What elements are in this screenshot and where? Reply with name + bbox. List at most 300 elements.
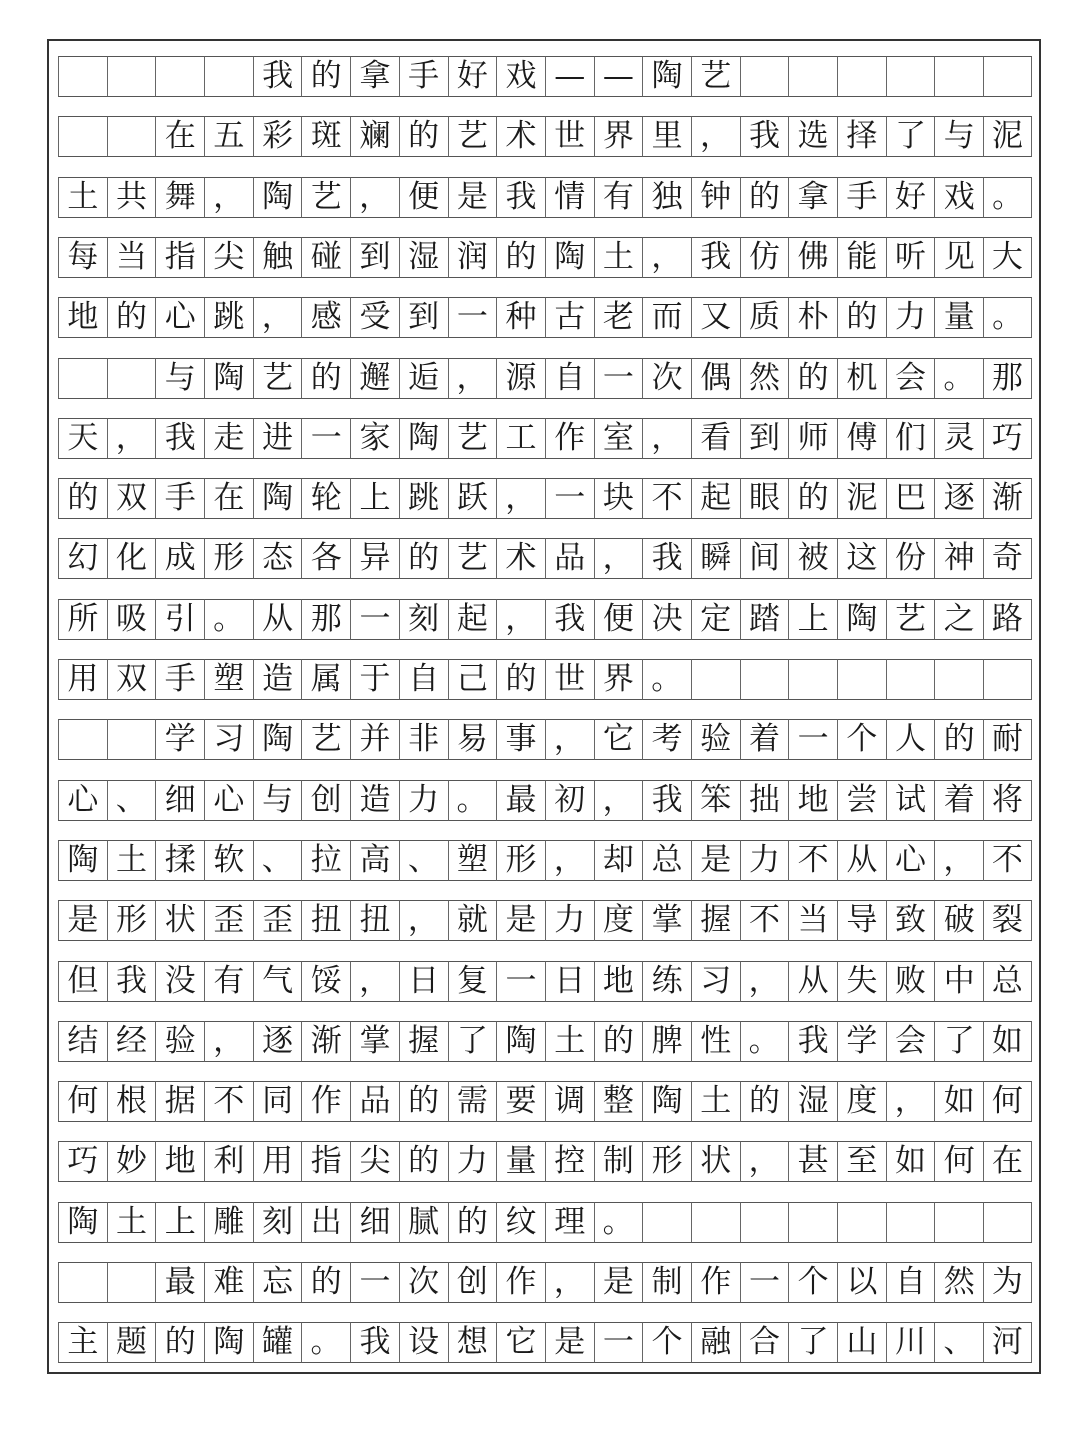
grid-cell: 陶	[837, 599, 886, 640]
grid-cell: 从	[837, 840, 886, 881]
grid-cell: 力	[448, 1141, 497, 1182]
grid-cell: 斑	[301, 116, 350, 157]
grid-cell: 败	[886, 961, 935, 1002]
grid-cell: 次	[642, 358, 691, 399]
grid-cell: 的	[58, 478, 107, 519]
grid-cell: 一	[350, 599, 399, 640]
text-row	[58, 358, 1032, 399]
grid-cell: 会	[886, 358, 935, 399]
text-row	[58, 719, 1032, 760]
grid-cell: 古	[545, 297, 594, 338]
grid-cell: 的	[107, 297, 156, 338]
text-row	[58, 1202, 1032, 1243]
grid-cell	[886, 56, 935, 97]
grid-cell: 我	[545, 599, 594, 640]
grid-cell	[788, 659, 837, 700]
grid-cell: 是	[496, 900, 545, 941]
grid-cell: 中	[934, 961, 983, 1002]
grid-cell: ，	[545, 1262, 594, 1303]
grid-cell: 陶	[399, 418, 448, 459]
grid-cell: 陶	[642, 1081, 691, 1122]
grid-cell: 量	[934, 297, 983, 338]
grid-cell: 失	[837, 961, 886, 1002]
title-row	[58, 56, 1032, 97]
grid-cell: 人	[886, 719, 935, 760]
grid-cell: 舞	[155, 177, 204, 218]
grid-cell: 地	[58, 297, 107, 338]
grid-cell: 的	[788, 358, 837, 399]
grid-cell: 一	[301, 418, 350, 459]
grid-cell: 戏	[934, 177, 983, 218]
grid-cell: 据	[155, 1081, 204, 1122]
grid-cell: 自	[399, 659, 448, 700]
grid-cell: 神	[934, 538, 983, 579]
grid-cell: 而	[642, 297, 691, 338]
grid-cell: 调	[545, 1081, 594, 1122]
grid-cell: 但	[58, 961, 107, 1002]
grid-cell: 形	[204, 538, 253, 579]
grid-cell: 吸	[107, 599, 156, 640]
grid-cell: 扭	[350, 900, 399, 941]
grid-cell: 艺	[691, 56, 740, 97]
grid-cell: 界	[594, 659, 643, 700]
grid-cell	[58, 719, 107, 760]
text-row	[58, 1141, 1032, 1182]
grid-cell	[886, 1202, 935, 1243]
grid-cell: 融	[691, 1322, 740, 1363]
grid-cell: ，	[107, 418, 156, 459]
grid-cell: 老	[594, 297, 643, 338]
grid-cell: 的	[740, 1081, 789, 1122]
grid-cell: 家	[350, 418, 399, 459]
grid-cell: 在	[155, 116, 204, 157]
grid-cell: 腻	[399, 1202, 448, 1243]
grid-cell: 创	[448, 1262, 497, 1303]
grid-cell	[740, 1202, 789, 1243]
grid-cell: 了	[934, 1021, 983, 1062]
grid-cell: 耐	[983, 719, 1032, 760]
grid-cell: 。	[642, 659, 691, 700]
grid-cell	[204, 56, 253, 97]
grid-cell: 作	[691, 1262, 740, 1303]
grid-cell: 却	[594, 840, 643, 881]
grid-cell: 的	[496, 659, 545, 700]
grid-cell: 与	[934, 116, 983, 157]
grid-cell: 复	[448, 961, 497, 1002]
grid-cell	[691, 659, 740, 700]
grid-cell: 地	[788, 780, 837, 821]
grid-cell: 气	[253, 961, 302, 1002]
grid-cell: 初	[545, 780, 594, 821]
grid-cell: ，	[642, 418, 691, 459]
grid-cell: ，	[399, 900, 448, 941]
grid-cell: 手	[837, 177, 886, 218]
grid-cell: 没	[155, 961, 204, 1002]
grid-cell	[934, 56, 983, 97]
grid-cell: 大	[983, 237, 1032, 278]
grid-cell: 指	[301, 1141, 350, 1182]
grid-cell	[788, 1202, 837, 1243]
grid-cell: 起	[691, 478, 740, 519]
grid-cell: 机	[837, 358, 886, 399]
grid-cell: 艺	[448, 116, 497, 157]
grid-cell: 主	[58, 1322, 107, 1363]
grid-cell: 是	[58, 900, 107, 941]
grid-cell: 总	[642, 840, 691, 881]
grid-cell: ，	[934, 840, 983, 881]
grid-cell: 巴	[886, 478, 935, 519]
grid-cell: 。	[983, 177, 1032, 218]
grid-cell: 陶	[253, 719, 302, 760]
grid-cell: 、	[934, 1322, 983, 1363]
grid-cell: 了	[448, 1021, 497, 1062]
grid-cell	[740, 56, 789, 97]
grid-cell: 指	[155, 237, 204, 278]
grid-cell: 一	[740, 1262, 789, 1303]
grid-cell: 一	[350, 1262, 399, 1303]
grid-cell: 甚	[788, 1141, 837, 1182]
grid-cell: 是	[545, 1322, 594, 1363]
grid-cell: 力	[399, 780, 448, 821]
grid-cell: 逐	[253, 1021, 302, 1062]
grid-cell: 。	[934, 358, 983, 399]
grid-cell: 泥	[983, 116, 1032, 157]
grid-cell: 土	[107, 840, 156, 881]
grid-cell: 天	[58, 418, 107, 459]
grid-cell: 合	[740, 1322, 789, 1363]
grid-cell: ，	[496, 478, 545, 519]
grid-cell: 跃	[448, 478, 497, 519]
grid-cell: 手	[155, 478, 204, 519]
grid-cell: 总	[983, 961, 1032, 1002]
grid-cell: 川	[886, 1322, 935, 1363]
grid-cell: 到	[399, 297, 448, 338]
grid-cell: 扭	[301, 900, 350, 941]
grid-cell: 我	[691, 237, 740, 278]
text-row	[58, 116, 1032, 157]
grid-cell: ，	[204, 1021, 253, 1062]
grid-cell: 不	[740, 900, 789, 941]
grid-cell: ，	[545, 719, 594, 760]
grid-cell: 独	[642, 177, 691, 218]
grid-cell: 艺	[301, 719, 350, 760]
grid-cell: 便	[399, 177, 448, 218]
grid-cell: 罐	[253, 1322, 302, 1363]
grid-cell: 笨	[691, 780, 740, 821]
grid-cell: 妙	[107, 1141, 156, 1182]
grid-cell: 作	[496, 1262, 545, 1303]
grid-cell: 择	[837, 116, 886, 157]
grid-cell: 的	[301, 1262, 350, 1303]
grid-cell: 从	[788, 961, 837, 1002]
grid-cell: 便	[594, 599, 643, 640]
grid-cell: 心	[886, 840, 935, 881]
grid-cell: 陶	[58, 1202, 107, 1243]
grid-cell: 艺	[253, 358, 302, 399]
grid-cell: 是	[448, 177, 497, 218]
grid-cell	[107, 116, 156, 157]
grid-cell: 细	[350, 1202, 399, 1243]
grid-cell: 日	[545, 961, 594, 1002]
grid-cell: 跳	[399, 478, 448, 519]
text-row	[58, 1322, 1032, 1363]
grid-cell: 力	[545, 900, 594, 941]
grid-cell: 手	[399, 56, 448, 97]
text-row	[58, 1021, 1032, 1062]
grid-cell: 陶	[204, 1322, 253, 1363]
grid-cell: 手	[155, 659, 204, 700]
grid-cell: 共	[107, 177, 156, 218]
grid-cell: 形	[496, 840, 545, 881]
grid-cell: ，	[350, 177, 399, 218]
grid-cell: 出	[301, 1202, 350, 1243]
grid-cell: 不	[204, 1081, 253, 1122]
grid-cell: 造	[253, 659, 302, 700]
grid-cell	[983, 56, 1032, 97]
grid-cell: 经	[107, 1021, 156, 1062]
text-row	[58, 840, 1032, 881]
grid-cell: 会	[886, 1021, 935, 1062]
grid-cell: 地	[155, 1141, 204, 1182]
grid-cell: 自	[886, 1262, 935, 1303]
grid-cell: 山	[837, 1322, 886, 1363]
grid-cell: 状	[691, 1141, 740, 1182]
grid-cell: 它	[594, 719, 643, 760]
grid-cell: 钟	[691, 177, 740, 218]
grid-cell: 难	[204, 1262, 253, 1303]
grid-cell: 师	[788, 418, 837, 459]
grid-cell: 份	[886, 538, 935, 579]
grid-cell: 作	[301, 1081, 350, 1122]
grid-cell: 土	[545, 1021, 594, 1062]
grid-cell: 拿	[350, 56, 399, 97]
grid-cell: 眼	[740, 478, 789, 519]
grid-cell: 尖	[350, 1141, 399, 1182]
grid-cell: 世	[545, 659, 594, 700]
grid-cell: 考	[642, 719, 691, 760]
grid-cell: 用	[58, 659, 107, 700]
grid-cell: 逐	[934, 478, 983, 519]
grid-cell	[788, 56, 837, 97]
grid-cell: 里	[642, 116, 691, 157]
grid-cell: 不	[642, 478, 691, 519]
grid-cell: 湿	[399, 237, 448, 278]
grid-cell: 掌	[350, 1021, 399, 1062]
grid-cell: 定	[691, 599, 740, 640]
grid-cell: 仿	[740, 237, 789, 278]
grid-cell: 路	[983, 599, 1032, 640]
grid-cell: 雕	[204, 1202, 253, 1243]
grid-cell	[107, 358, 156, 399]
text-row	[58, 659, 1032, 700]
grid-cell: 尝	[837, 780, 886, 821]
grid-cell: 我	[642, 538, 691, 579]
grid-cell: 地	[594, 961, 643, 1002]
grid-cell: 同	[253, 1081, 302, 1122]
grid-cell: 细	[155, 780, 204, 821]
grid-cell: 双	[107, 478, 156, 519]
grid-cell: 到	[350, 237, 399, 278]
grid-cell: 了	[886, 116, 935, 157]
grid-cell: 属	[301, 659, 350, 700]
grid-cell: 导	[837, 900, 886, 941]
grid-cell: 易	[448, 719, 497, 760]
grid-cell	[58, 1262, 107, 1303]
grid-cell: 不	[983, 840, 1032, 881]
grid-cell: 脾	[642, 1021, 691, 1062]
grid-cell: 如	[886, 1141, 935, 1182]
grid-cell: 刻	[399, 599, 448, 640]
grid-cell: 次	[399, 1262, 448, 1303]
grid-cell: 选	[788, 116, 837, 157]
grid-cell: 个	[788, 1262, 837, 1303]
grid-cell: 工	[496, 418, 545, 459]
grid-cell: 跳	[204, 297, 253, 338]
grid-cell: 质	[740, 297, 789, 338]
grid-cell: 创	[301, 780, 350, 821]
grid-cell: ，	[740, 1141, 789, 1182]
grid-cell: 各	[301, 538, 350, 579]
grid-cell: 间	[740, 538, 789, 579]
grid-cell: 一	[545, 478, 594, 519]
grid-cell: 感	[301, 297, 350, 338]
grid-cell: 需	[448, 1081, 497, 1122]
grid-cell: 拿	[788, 177, 837, 218]
grid-cell: ，	[545, 840, 594, 881]
grid-cell: 土	[691, 1081, 740, 1122]
grid-cell: 习	[204, 719, 253, 760]
text-row	[58, 1262, 1032, 1303]
grid-cell: 结	[58, 1021, 107, 1062]
grid-cell: 验	[691, 719, 740, 760]
grid-cell: 陶	[253, 478, 302, 519]
grid-cell: 。	[740, 1021, 789, 1062]
grid-cell: 了	[788, 1322, 837, 1363]
grid-cell: 的	[594, 1021, 643, 1062]
grid-cell: 艺	[886, 599, 935, 640]
grid-cell: 忘	[253, 1262, 302, 1303]
grid-cell: 度	[594, 900, 643, 941]
grid-cell: 学	[837, 1021, 886, 1062]
grid-cell: 事	[496, 719, 545, 760]
grid-cell: 如	[983, 1021, 1032, 1062]
text-row	[58, 900, 1032, 941]
grid-cell: 将	[983, 780, 1032, 821]
grid-cell: 心	[155, 297, 204, 338]
grid-cell: 见	[934, 237, 983, 278]
grid-cell: 刻	[253, 1202, 302, 1243]
grid-cell: 量	[496, 1141, 545, 1182]
grid-cell: 不	[788, 840, 837, 881]
grid-cell: 设	[399, 1322, 448, 1363]
grid-cell: 斓	[350, 116, 399, 157]
grid-cell: ，	[691, 116, 740, 157]
grid-cell: 艺	[448, 418, 497, 459]
text-row	[58, 961, 1032, 1002]
grid-cell: 非	[399, 719, 448, 760]
grid-cell: 软	[204, 840, 253, 881]
grid-cell: 进	[253, 418, 302, 459]
grid-cell: 理	[545, 1202, 594, 1243]
grid-cell: 触	[253, 237, 302, 278]
grid-cell: 土	[107, 1202, 156, 1243]
grid-cell: 着	[740, 719, 789, 760]
grid-cell: 练	[642, 961, 691, 1002]
grid-cell: 纹	[496, 1202, 545, 1243]
grid-cell: 从	[253, 599, 302, 640]
grid-cell: 上	[788, 599, 837, 640]
grid-cell: 自	[545, 358, 594, 399]
grid-cell: 界	[594, 116, 643, 157]
grid-cell: 个	[642, 1322, 691, 1363]
text-row	[58, 780, 1032, 821]
grid-cell: 形	[107, 900, 156, 941]
grid-cell: 一	[448, 297, 497, 338]
grid-cell: 的	[934, 719, 983, 760]
grid-cell: 听	[886, 237, 935, 278]
grid-cell: 题	[107, 1322, 156, 1363]
grid-cell: 制	[642, 1262, 691, 1303]
grid-cell: 。	[594, 1202, 643, 1243]
grid-cell: 傅	[837, 418, 886, 459]
grid-cell: 我	[253, 56, 302, 97]
grid-cell: 至	[837, 1141, 886, 1182]
grid-cell: 我	[788, 1021, 837, 1062]
grid-cell: 土	[58, 177, 107, 218]
grid-cell: 轮	[301, 478, 350, 519]
grid-cell: 又	[691, 297, 740, 338]
grid-cell: 的	[301, 358, 350, 399]
grid-cell	[740, 659, 789, 700]
grid-cell: 到	[740, 418, 789, 459]
grid-cell: —	[545, 56, 594, 97]
grid-cell: ，	[204, 177, 253, 218]
grid-cell: 双	[107, 659, 156, 700]
grid-cell: 戏	[496, 56, 545, 97]
grid-cell: 想	[448, 1322, 497, 1363]
grid-cell: 力	[886, 297, 935, 338]
grid-cell: 高	[350, 840, 399, 881]
grid-cell: 。	[983, 297, 1032, 338]
grid-cell: 之	[934, 599, 983, 640]
grid-cell	[107, 719, 156, 760]
grid-cell: 的	[448, 1202, 497, 1243]
grid-cell: 歪	[253, 900, 302, 941]
grid-cell: 为	[983, 1262, 1032, 1303]
grid-cell: 所	[58, 599, 107, 640]
grid-cell: 渐	[983, 478, 1032, 519]
grid-cell: 土	[594, 237, 643, 278]
text-row	[58, 237, 1032, 278]
grid-cell: 掌	[642, 900, 691, 941]
grid-cell: 走	[204, 418, 253, 459]
grid-cell	[886, 659, 935, 700]
grid-cell: ，	[740, 961, 789, 1002]
text-row	[58, 478, 1032, 519]
grid-cell: 被	[788, 538, 837, 579]
grid-cell: 邂	[350, 358, 399, 399]
grid-cell: 源	[496, 358, 545, 399]
grid-cell	[934, 1202, 983, 1243]
grid-cell: 最	[496, 780, 545, 821]
grid-cell: 化	[107, 538, 156, 579]
grid-cell: 这	[837, 538, 886, 579]
grid-cell: 那	[301, 599, 350, 640]
grid-cell: 心	[204, 780, 253, 821]
grid-cell: 它	[496, 1322, 545, 1363]
grid-cell: 最	[155, 1262, 204, 1303]
grid-cell: 世	[545, 116, 594, 157]
